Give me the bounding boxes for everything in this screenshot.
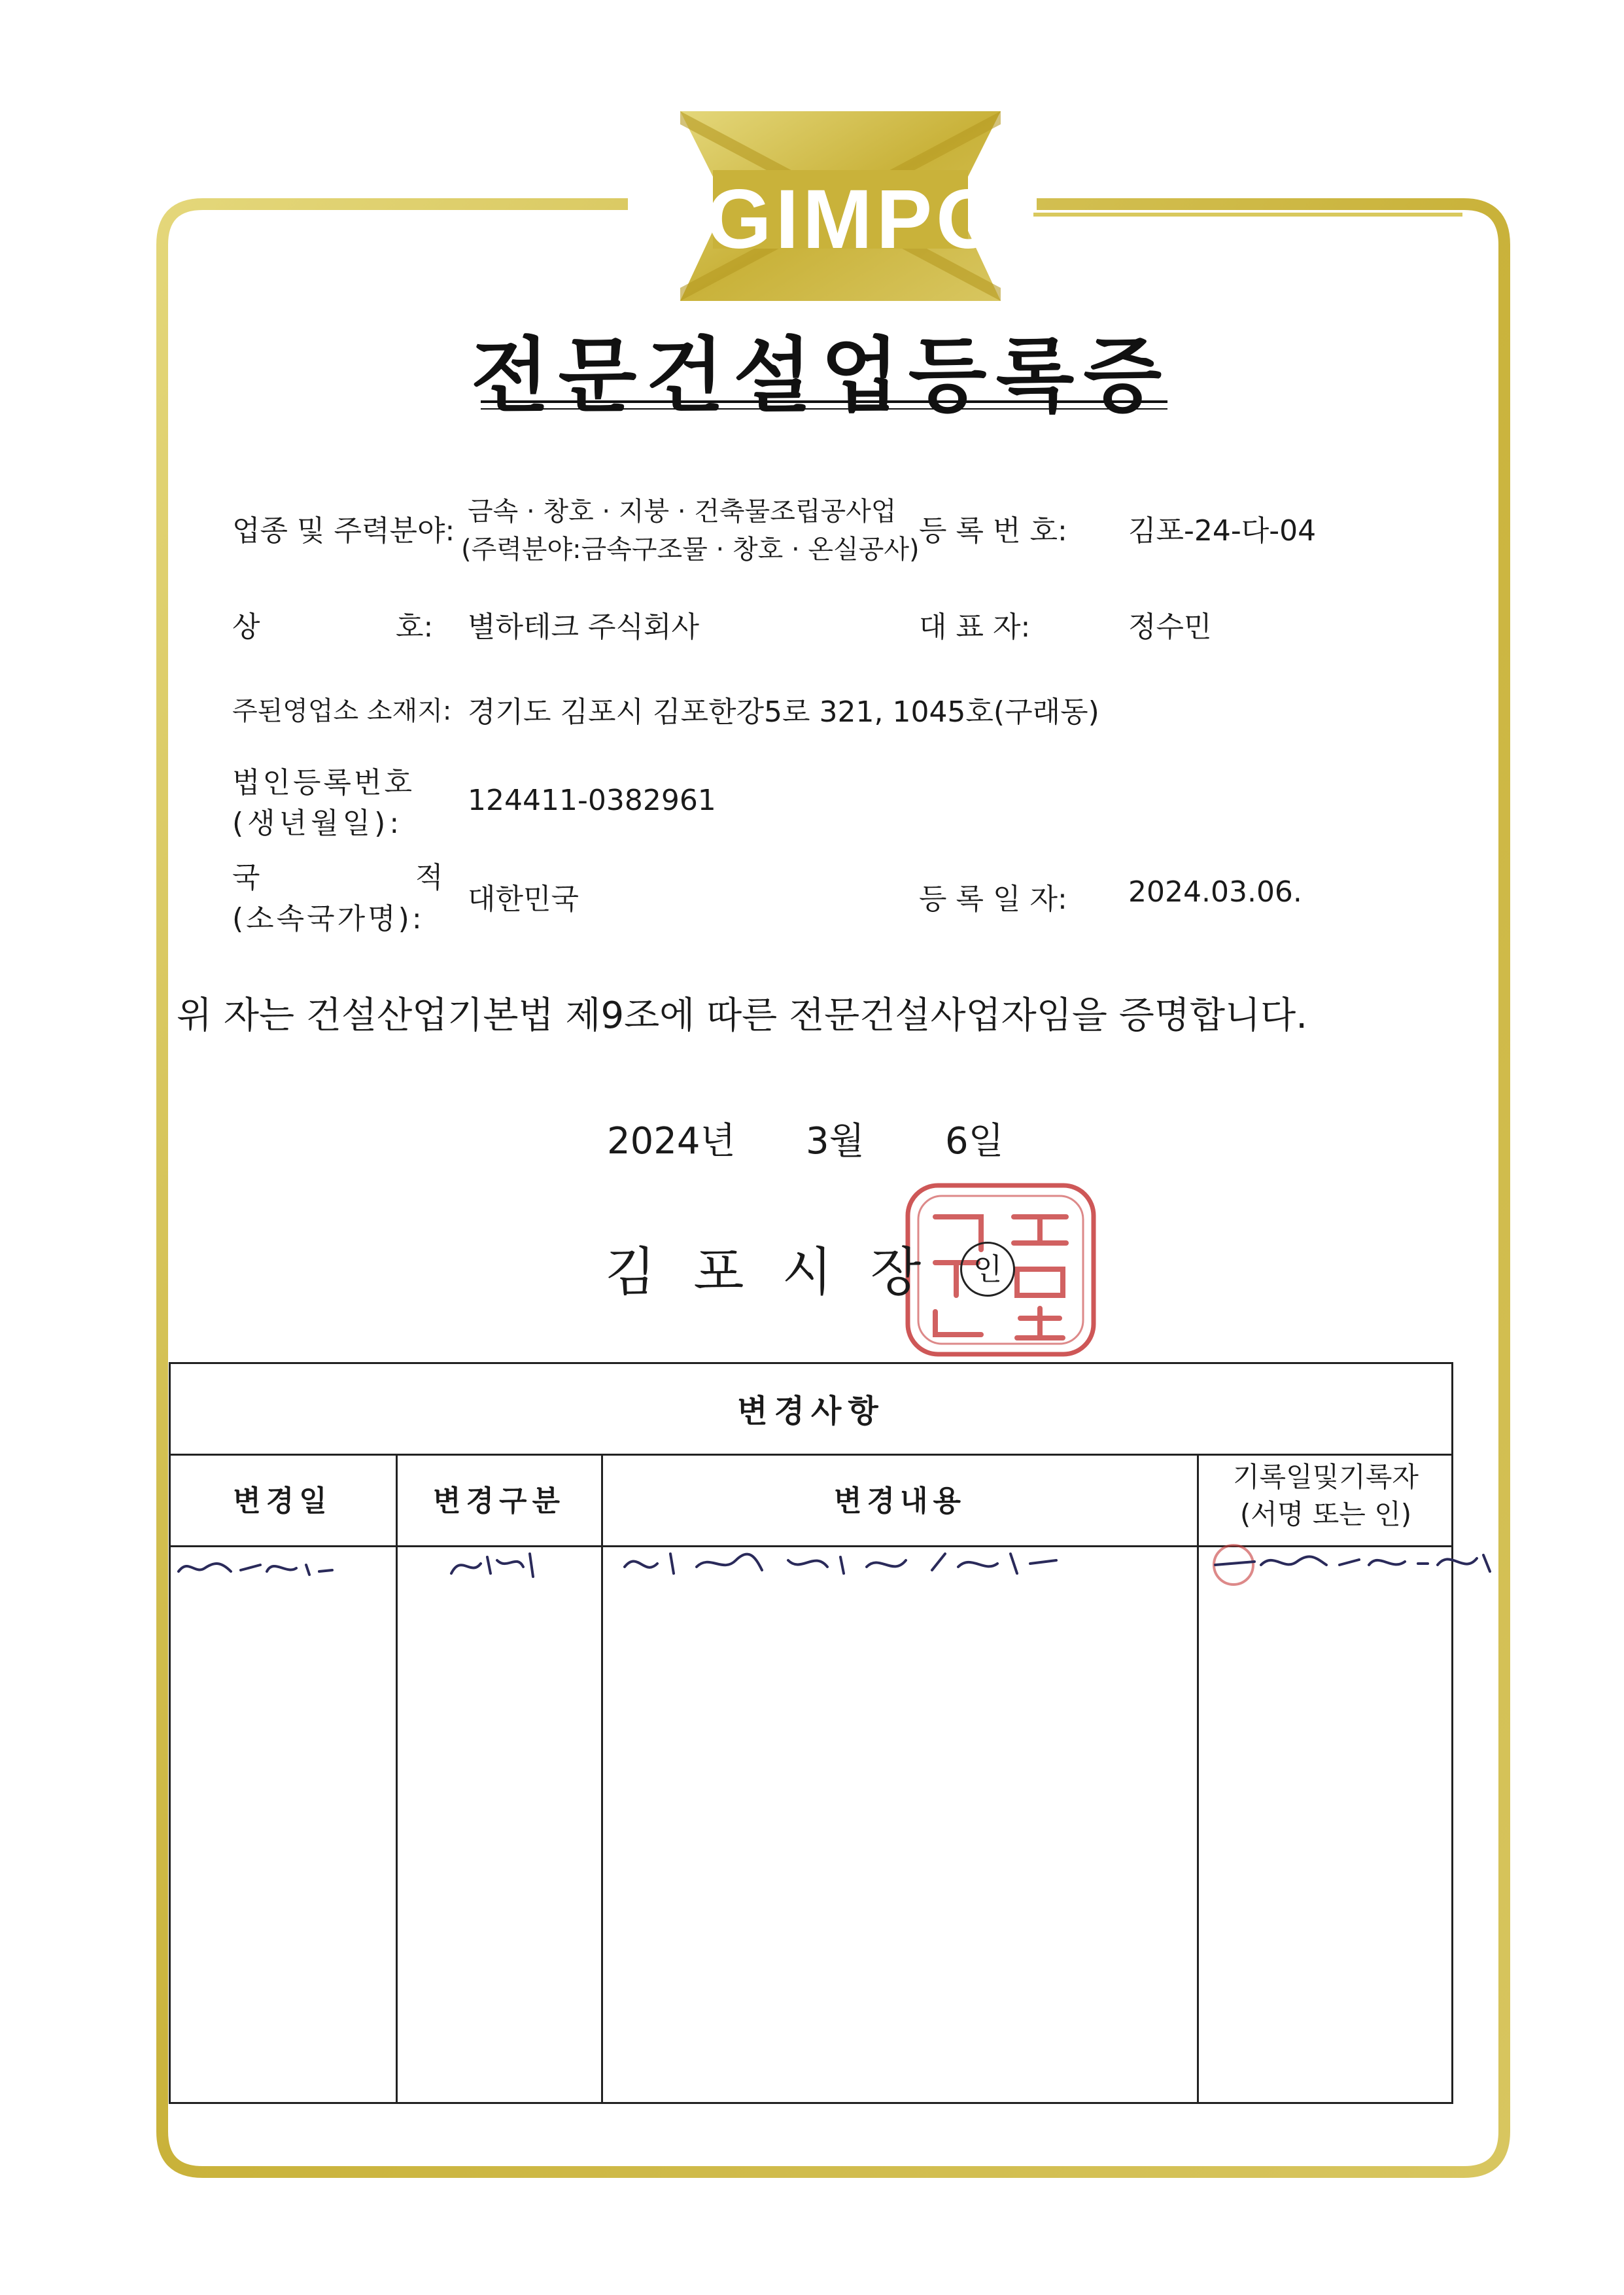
nation-label-b: 적 [415, 861, 443, 894]
address-label: 주된영업소 소재지: [232, 696, 452, 726]
gimpo-logo-text: GIMPO [706, 173, 1005, 266]
company-value: 별하테크 주식회사 [468, 610, 700, 644]
changes-title: 변경사항 [737, 1393, 885, 1429]
col-recorder-line2: (서명 또는 인) [1239, 1498, 1412, 1530]
business-type-line2: (주력분야:금속구조물 · 창호 · 온실공사) [461, 534, 920, 565]
certification-statement: 위 자는 건설산업기본법 제9조에 따른 전문건설사업자임을 증명합니다. [177, 994, 1308, 1037]
issue-year: 2024년 [607, 1120, 736, 1163]
corp-no-value: 124411-0382961 [468, 784, 716, 817]
nation-label-2: (소속국가명): [232, 902, 424, 936]
issue-day: 6일 [945, 1120, 1004, 1163]
address-value: 경기도 김포시 김포한강5로 321, 1045호(구래동) [468, 695, 1099, 729]
title-underline-thin [481, 408, 1167, 410]
business-type-label: 업종 및 주력분야: [232, 514, 455, 548]
corp-no-label-1: 법인등록번호 [232, 766, 415, 799]
table-row [170, 1547, 1453, 2103]
rep-label: 대 표 자: [919, 610, 1031, 644]
reg-date-value: 2024.03.06. [1128, 875, 1302, 909]
company-label-b: 호: [396, 610, 434, 644]
reg-no-value: 김포-24-다-04 [1128, 514, 1317, 548]
col-change-date: 변경일 [233, 1484, 332, 1518]
rep-value: 정수민 [1128, 610, 1212, 644]
corp-no-label-2: (생년월일): [232, 807, 404, 840]
nation-label-a: 국 [232, 861, 260, 894]
handwritten-change-type [445, 1544, 549, 1583]
col-change-type: 변경구분 [432, 1484, 565, 1518]
reg-no-label: 등 록 번 호: [919, 514, 1067, 548]
handwritten-recorder [1202, 1539, 1496, 1591]
page-title: 전문건설업등록증 [470, 328, 1171, 423]
nation-value: 대한민국 [468, 883, 579, 916]
col-recorder-line1: 기록일및기록자 [1232, 1461, 1419, 1493]
issuer-title: 김포시장 [605, 1242, 959, 1303]
seal-mark: 인 [960, 1242, 1015, 1297]
handwritten-change-date [175, 1545, 339, 1585]
issue-month: 3월 [806, 1120, 865, 1163]
company-label-a: 상 [232, 610, 260, 644]
reg-date-label: 등 록 일 자: [919, 883, 1067, 916]
col-change-content: 변경내용 [833, 1484, 966, 1518]
title-underline [481, 400, 1167, 403]
handwritten-change-content [618, 1541, 1063, 1586]
business-type-line1: 금속 · 창호 · 지붕 · 건축물조립공사업 [468, 497, 897, 527]
